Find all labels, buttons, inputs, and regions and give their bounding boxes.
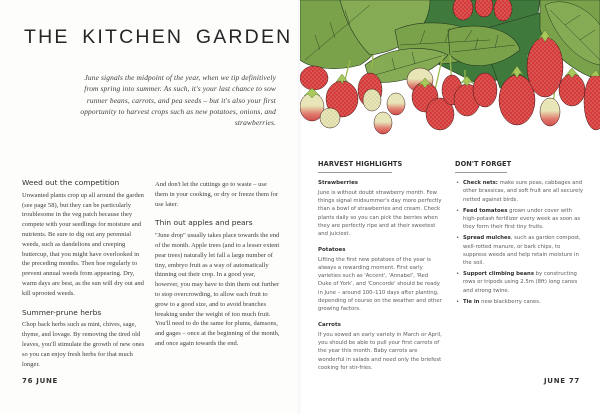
harvest-item-body: June is without doubt strawberry month. Few things signal midsummer's day more perfectly than a bowl of strawberries and cream. Check plants daily so you can pick the berries when they are perfectly ripe and at their sweetest and juiciest.	[318, 189, 442, 237]
heading-rule	[455, 172, 507, 173]
harvest-highlights-box	[318, 160, 442, 380]
section-body: And don't let the cuttings go to waste – use them in your cooking, or dry or freeze them for use later.	[155, 181, 279, 208]
bullet-icon: •	[456, 271, 460, 278]
heading-rule	[318, 172, 392, 173]
body-column-1	[22, 178, 147, 374]
section-body: "June drop" usually takes place towards the end of the month. Apple trees (and to a lesser extent pear trees) naturally let fall a large number of tiny, embryo fruit as a way of automatically thinning out their crop. In a good year, however, you may have to thin them out further to stop overcrowding, to allow each fruit to grow to a good size, and to avoid branches breaking under the weight of too much fruit. You'll need to do the same for plums, damsons, and gages – once at the beginning of the month, and once again towards the end.	[155, 232, 280, 347]
harvest-item-body: Lifting the first new potatoes of the year is always a rewarding moment. First early varieties such as 'Accent', 'Annabel', 'Red Duke of York', and 'Concorde' should be ready in June – around 100–110 days after planting, depending of course on the weather and other growing factors.	[318, 256, 442, 313]
harvest-item-body: If you sowed an early variety in March or April, you should be able to pull your first carrots of the year this month. Baby carrots are wonderful in salads and need only the briefest cooking for stir-fries.	[318, 331, 442, 371]
dont-forget-list	[455, 179, 585, 306]
harvest-item-title: Strawberries	[318, 180, 359, 187]
strawberry-plant-icon	[300, 0, 600, 138]
harvest-heading: HARVEST HIGHLIGHTS	[318, 160, 403, 168]
harvest-item-title: Potatoes	[318, 247, 346, 254]
section-body: Chop back herbs such as mint, chives, sage, thyme, and lovage. By removing the tired old leaves, you'll stimulate the growth of new ones so you can enjoy fresh herbs for that much longer.	[22, 321, 145, 368]
section-body: Unwanted plants crop up all around the garden (see page 58), but they can be particularly troublesome in the veg patch because they compete with your seedlings for moisture and nutrients. Be sure to dig out any perennial weeds, such as dandelions and creeping buttercup, that you might have overlooked in the preceding months. Then hoe regularly to prevent annual weeds from appearing. Dry, warm days are best, as the sun will dry out and kill uprooted weeds.	[22, 191, 144, 297]
page-number-right: JUNE 77	[544, 377, 581, 385]
list-item: • Tie in new blackberry canes.	[456, 298, 541, 305]
bullet-icon: •	[456, 298, 460, 305]
page-number-left: 76 JUNE	[22, 377, 59, 385]
section-heading: Summer-prune herbs	[22, 307, 102, 317]
intro-paragraph: June signals the midpoint of the year, when we tip definitively from spring into summer. As such, it's your last chance to sow runner beans, carrots, and pea seeds – but it's also your first opportunity to harvest crops such as new potatoes, onions, and strawberries.	[80, 73, 276, 128]
list-item: • Support climbing beans by constructing rows or tripods using 2.5m (8ft) long canes and strong twine.	[456, 271, 578, 294]
harvest-item-title: Carrots	[318, 322, 341, 329]
strawberry-illustration	[300, 0, 600, 138]
bullet-icon: •	[456, 235, 460, 242]
dont-forget-heading: DON'T FORGET	[455, 160, 512, 168]
dont-forget-box	[455, 160, 585, 309]
bullet-icon: •	[456, 180, 460, 187]
body-column-2	[155, 180, 280, 354]
section-heading: Thin out apples and pears	[155, 218, 253, 228]
section-heading: Weed out the competition	[22, 178, 120, 187]
list-item: • Feed tomatoes grown under cover with high-potash fertilizer every week as soon as they form their first tiny fruits.	[456, 207, 581, 231]
bullet-icon: •	[456, 207, 460, 214]
list-item: • Spread mulches, such as garden compost, well-rotted manure, or bark chips, to suppress weeds and help retain moisture in the soil.	[456, 235, 581, 267]
list-item: • Check nets: make sure peas, cabbages and other brassicas, and soft fruit are all securely netted against birds.	[456, 180, 584, 203]
page-title: THE KITCHEN GARDEN	[24, 26, 293, 48]
